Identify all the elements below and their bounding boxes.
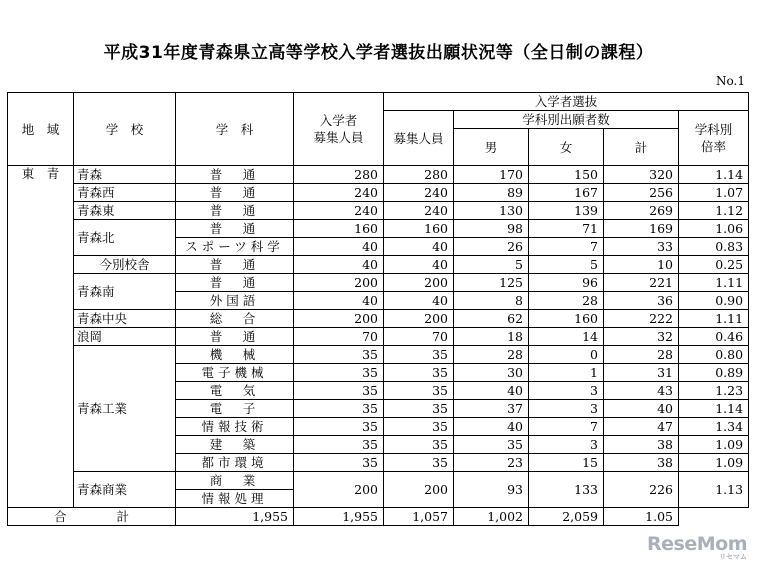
table-row bbox=[8, 220, 749, 238]
value-sel: 35 bbox=[384, 454, 454, 472]
total-f: 1,002 bbox=[454, 508, 529, 526]
value-sel: 200 bbox=[384, 310, 454, 328]
value-r: 0.46 bbox=[679, 328, 749, 346]
value-r: 1.12 bbox=[679, 202, 749, 220]
value-r: 1.09 bbox=[679, 436, 749, 454]
header-region: 地 域 bbox=[8, 93, 74, 166]
value-cap: 35 bbox=[294, 364, 384, 382]
value-f: 150 bbox=[529, 166, 604, 184]
value-f: 14 bbox=[529, 328, 604, 346]
value-r: 1.34 bbox=[679, 418, 749, 436]
value-t: 31 bbox=[604, 364, 679, 382]
application-status-table bbox=[7, 92, 749, 526]
value-cap: 35 bbox=[294, 418, 384, 436]
value-m: 98 bbox=[454, 220, 529, 238]
dept-name: 電 気 bbox=[176, 382, 294, 400]
value-m: 170 bbox=[454, 166, 529, 184]
value-cap: 280 bbox=[294, 166, 384, 184]
value-t: 38 bbox=[604, 436, 679, 454]
value-sel: 70 bbox=[384, 328, 454, 346]
value-m: 62 bbox=[454, 310, 529, 328]
value-f: 0 bbox=[529, 346, 604, 364]
table-row bbox=[8, 472, 749, 490]
value-f: 3 bbox=[529, 382, 604, 400]
value-t: 10 bbox=[604, 256, 679, 274]
header-female: 女 bbox=[529, 129, 604, 166]
header-dept: 学 科 bbox=[176, 93, 294, 166]
value-f: 96 bbox=[529, 274, 604, 292]
value-m: 26 bbox=[454, 238, 529, 256]
value-f: 7 bbox=[529, 418, 604, 436]
total-t: 2,059 bbox=[529, 508, 604, 526]
region-cell: 東 青 bbox=[8, 166, 74, 508]
table-row bbox=[8, 202, 749, 220]
header-ratio: 学科別 倍率 bbox=[679, 111, 749, 166]
value-r: 1.09 bbox=[679, 454, 749, 472]
dept-name: 外国語 bbox=[176, 292, 294, 310]
school-name: 青森南 bbox=[74, 274, 176, 310]
dept-name: 普 通 bbox=[176, 202, 294, 220]
value-m: 37 bbox=[454, 400, 529, 418]
header-school: 学 校 bbox=[74, 93, 176, 166]
value-t: 38 bbox=[604, 454, 679, 472]
school-name: 青森西 bbox=[74, 184, 176, 202]
value-t: 40 bbox=[604, 400, 679, 418]
dept-name: 機 械 bbox=[176, 346, 294, 364]
value-m: 35 bbox=[454, 436, 529, 454]
page-number: No.1 bbox=[716, 74, 745, 88]
value-r: 1.14 bbox=[679, 400, 749, 418]
value-sel: 35 bbox=[384, 364, 454, 382]
school-name: 青森中央 bbox=[74, 310, 176, 328]
value-m: 40 bbox=[454, 382, 529, 400]
dept-name: 電子機械 bbox=[176, 364, 294, 382]
school-name: 青森 bbox=[74, 166, 176, 184]
value-m: 5 bbox=[454, 256, 529, 274]
value-t: 32 bbox=[604, 328, 679, 346]
value-t: 33 bbox=[604, 238, 679, 256]
value-r: 0.25 bbox=[679, 256, 749, 274]
value-cap: 35 bbox=[294, 454, 384, 472]
value-sel: 240 bbox=[384, 184, 454, 202]
dept-name: スポーツ科学 bbox=[176, 238, 294, 256]
dept-name: 普 通 bbox=[176, 220, 294, 238]
value-t: 36 bbox=[604, 292, 679, 310]
table-row bbox=[8, 274, 749, 292]
dept-name: 普 通 bbox=[176, 256, 294, 274]
table-row bbox=[8, 184, 749, 202]
value-m: 40 bbox=[454, 418, 529, 436]
value-r: 0.83 bbox=[679, 238, 749, 256]
value-sel: 35 bbox=[384, 382, 454, 400]
value-cap: 240 bbox=[294, 184, 384, 202]
value-sel: 160 bbox=[384, 220, 454, 238]
total-sel: 1,955 bbox=[294, 508, 384, 526]
value-f: 133 bbox=[529, 472, 604, 508]
table-row bbox=[8, 256, 749, 274]
dept-name: 建 築 bbox=[176, 436, 294, 454]
value-sel: 40 bbox=[384, 292, 454, 310]
school-name: 今別校舎 bbox=[74, 256, 176, 274]
value-sel: 35 bbox=[384, 400, 454, 418]
school-name: 青森北 bbox=[74, 220, 176, 256]
value-sel: 35 bbox=[384, 418, 454, 436]
value-cap: 240 bbox=[294, 202, 384, 220]
value-sel: 35 bbox=[384, 436, 454, 454]
value-sel: 35 bbox=[384, 346, 454, 364]
school-name: 浪岡 bbox=[74, 328, 176, 346]
value-cap: 35 bbox=[294, 346, 384, 364]
value-r: 1.06 bbox=[679, 220, 749, 238]
value-r: 0.90 bbox=[679, 292, 749, 310]
table-row bbox=[8, 328, 749, 346]
value-r: 1.13 bbox=[679, 472, 749, 508]
total-row bbox=[8, 508, 749, 526]
value-r: 1.23 bbox=[679, 382, 749, 400]
table-row bbox=[8, 310, 749, 328]
total-m: 1,057 bbox=[384, 508, 454, 526]
header-total: 計 bbox=[604, 129, 679, 166]
school-name: 青森商業 bbox=[74, 472, 176, 508]
dept-name: 情報技術 bbox=[176, 418, 294, 436]
value-f: 139 bbox=[529, 202, 604, 220]
total-label: 合 計 bbox=[8, 508, 176, 526]
value-f: 3 bbox=[529, 400, 604, 418]
value-r: 0.80 bbox=[679, 346, 749, 364]
value-f: 15 bbox=[529, 454, 604, 472]
value-sel: 40 bbox=[384, 238, 454, 256]
dept-name: 電 子 bbox=[176, 400, 294, 418]
value-m: 8 bbox=[454, 292, 529, 310]
value-cap: 160 bbox=[294, 220, 384, 238]
resemom-watermark: ReseMom リセマム bbox=[647, 533, 747, 561]
value-m: 93 bbox=[454, 472, 529, 508]
value-cap: 200 bbox=[294, 310, 384, 328]
value-f: 167 bbox=[529, 184, 604, 202]
value-t: 43 bbox=[604, 382, 679, 400]
value-sel: 280 bbox=[384, 166, 454, 184]
value-cap: 70 bbox=[294, 328, 384, 346]
value-m: 30 bbox=[454, 364, 529, 382]
value-f: 71 bbox=[529, 220, 604, 238]
value-r: 1.07 bbox=[679, 184, 749, 202]
dept-name: 普 通 bbox=[176, 184, 294, 202]
dept-name: 商 業 bbox=[176, 472, 294, 490]
value-cap: 40 bbox=[294, 238, 384, 256]
value-r: 1.11 bbox=[679, 310, 749, 328]
value-t: 226 bbox=[604, 472, 679, 508]
value-sel: 40 bbox=[384, 256, 454, 274]
page-title: 平成31年度青森県立高等学校入学者選抜出願状況等（全日制の課程） bbox=[103, 43, 654, 63]
dept-name: 普 通 bbox=[176, 274, 294, 292]
value-t: 169 bbox=[604, 220, 679, 238]
table-row bbox=[8, 166, 749, 184]
value-sel: 200 bbox=[384, 274, 454, 292]
header-sel-capacity: 募集人員 bbox=[384, 111, 454, 166]
header-capacity: 入学者 募集人員 bbox=[294, 93, 384, 166]
value-t: 320 bbox=[604, 166, 679, 184]
value-f: 3 bbox=[529, 436, 604, 454]
value-f: 28 bbox=[529, 292, 604, 310]
dept-name: 総 合 bbox=[176, 310, 294, 328]
dept-name: 情報処理 bbox=[176, 490, 294, 508]
value-r: 0.89 bbox=[679, 364, 749, 382]
value-sel: 240 bbox=[384, 202, 454, 220]
school-name: 青森東 bbox=[74, 202, 176, 220]
value-cap: 35 bbox=[294, 382, 384, 400]
value-m: 28 bbox=[454, 346, 529, 364]
value-t: 256 bbox=[604, 184, 679, 202]
header-selection: 入学者選抜 bbox=[384, 93, 749, 111]
value-t: 222 bbox=[604, 310, 679, 328]
value-t: 221 bbox=[604, 274, 679, 292]
value-f: 1 bbox=[529, 364, 604, 382]
school-name: 青森工業 bbox=[74, 346, 176, 472]
value-t: 47 bbox=[604, 418, 679, 436]
value-t: 269 bbox=[604, 202, 679, 220]
header-applicants: 学科別出願者数 bbox=[454, 111, 679, 129]
value-cap: 35 bbox=[294, 436, 384, 454]
dept-name: 普 通 bbox=[176, 328, 294, 346]
header-row-1 bbox=[8, 93, 749, 111]
dept-name: 普 通 bbox=[176, 166, 294, 184]
value-f: 7 bbox=[529, 238, 604, 256]
value-cap: 200 bbox=[294, 274, 384, 292]
value-f: 160 bbox=[529, 310, 604, 328]
value-m: 130 bbox=[454, 202, 529, 220]
value-m: 23 bbox=[454, 454, 529, 472]
value-m: 89 bbox=[454, 184, 529, 202]
value-m: 125 bbox=[454, 274, 529, 292]
header-male: 男 bbox=[454, 129, 529, 166]
value-sel: 200 bbox=[384, 472, 454, 508]
value-r: 1.11 bbox=[679, 274, 749, 292]
value-t: 28 bbox=[604, 346, 679, 364]
value-m: 18 bbox=[454, 328, 529, 346]
value-r: 1.14 bbox=[679, 166, 749, 184]
value-cap: 40 bbox=[294, 292, 384, 310]
total-r: 1.05 bbox=[604, 508, 679, 526]
value-cap: 200 bbox=[294, 472, 384, 508]
total-cap: 1,955 bbox=[176, 508, 294, 526]
table-row bbox=[8, 346, 749, 364]
dept-name: 都市環境 bbox=[176, 454, 294, 472]
value-cap: 35 bbox=[294, 400, 384, 418]
value-cap: 40 bbox=[294, 256, 384, 274]
value-f: 5 bbox=[529, 256, 604, 274]
